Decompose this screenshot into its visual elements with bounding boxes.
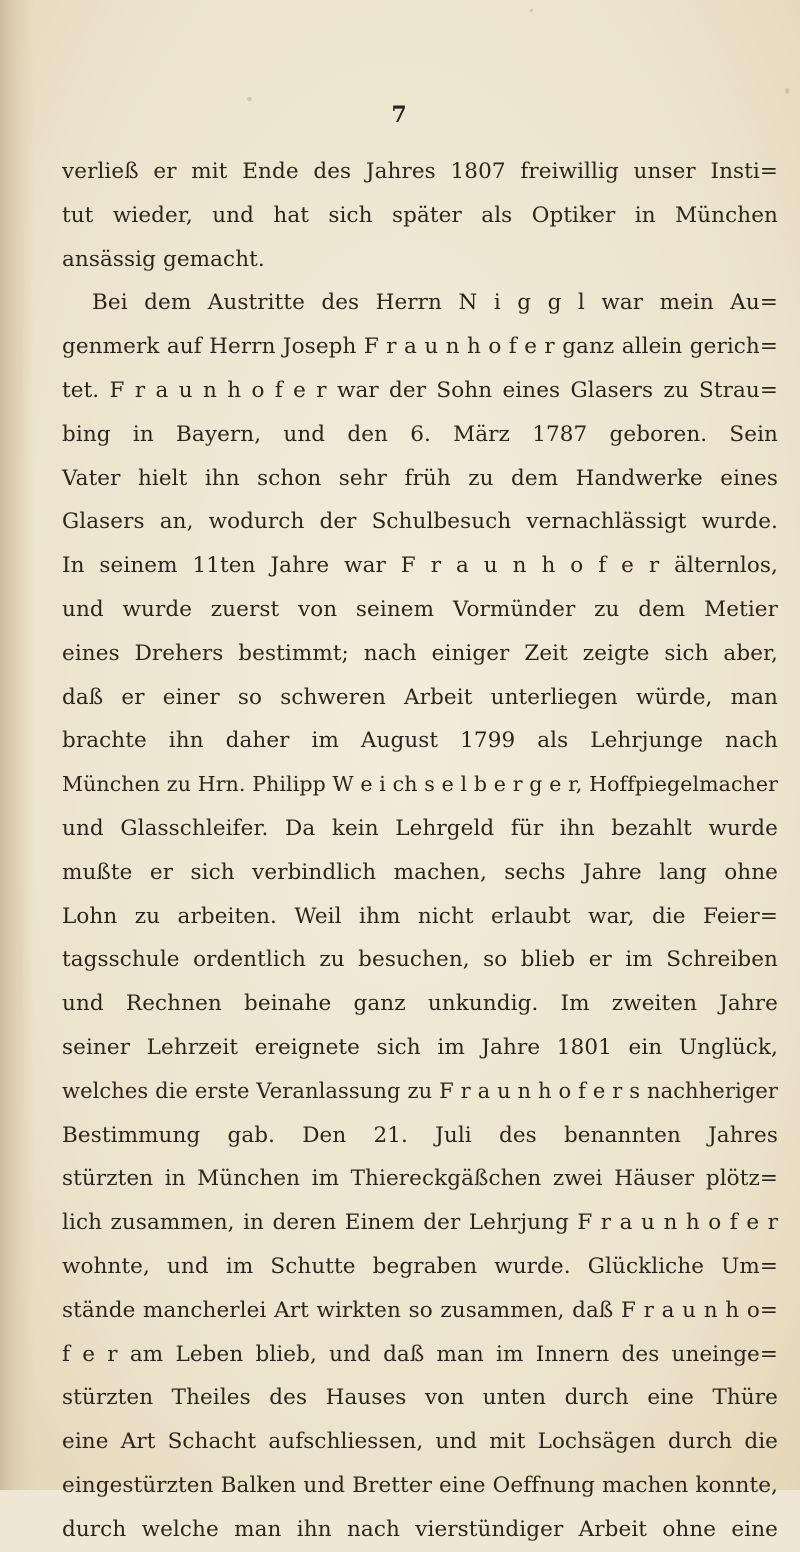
text-line: In seinem 11ten Jahre war F r a u n h o f e r älternlos, (62, 553, 778, 579)
text-line: Bei dem Austritte des Herrn N i g g l war mein Au= (92, 290, 778, 316)
text-line: und wurde zuerst von seinem Vormünder zu dem Metier (62, 596, 778, 622)
paper-speck (530, 9, 533, 12)
text-line: stürzten Theiles des Hauses von unten durch eine Thüre (62, 1385, 778, 1411)
text-line: verließ er mit Ende des Jahres 1807 freiwillig unser Insti= (62, 159, 778, 184)
text-line: ansässig gemacht. (62, 246, 265, 272)
text-line: eines Drehers bestimmt; nach einiger Zeit zeigte sich aber, (62, 640, 778, 666)
text-line: seiner Lehrzeit ereignete sich im Jahre 1801 ein Unglück, (62, 1034, 778, 1060)
text-line: tut wieder, und hat sich später als Optiker in München (62, 202, 778, 228)
paper-speck (247, 97, 252, 101)
text-line: tagsschule ordentlich zu besuchen, so blieb er im Schreiben (62, 947, 778, 973)
text-line: Vater hielt ihn schon sehr früh zu dem Handwerke eines (62, 465, 778, 491)
text-line: Lohn zu arbeiten. Weil ihm nicht erlaubt war, die Feier= (62, 903, 778, 929)
text-line: München zu Hrn. Philipp W e i ch s e l b e r g e r, Hoffpiegelmacher (62, 772, 778, 797)
text-line: durch welche man ihn nach vierstündiger Arbeit ohne eine (62, 1516, 778, 1542)
text-line: mußte er sich verbindlich machen, sechs Jahre lang ohne (62, 859, 778, 885)
paper-speck (785, 88, 789, 94)
body-text (62, 150, 778, 1552)
text-line: tet. F r a u n h o f e r war der Sohn eines Glasers zu Strau= (62, 377, 778, 403)
text-line: eingestürzten Balken und Bretter eine Oeffnung machen konnte, (62, 1472, 778, 1498)
text-line: daß er einer so schweren Arbeit unterliegen würde, man (62, 684, 778, 710)
text-line: welches die erste Veranlassung zu F r a u n h o f e r s nachheriger (62, 1078, 778, 1103)
text-line: wohnte, und im Schutte begraben wurde. Glückliche Um= (62, 1253, 778, 1279)
page-number: 7 (391, 102, 407, 128)
text-line: Bestimmung gab. Den 21. Juli des benannten Jahres (62, 1122, 778, 1148)
text-line: stürzten in München im Thiereckgäßchen zwei Häuser plötz= (62, 1166, 778, 1192)
text-line: und Rechnen beinahe ganz unkundig. Im zweiten Jahre (62, 991, 778, 1017)
binding-gutter (0, 0, 34, 1490)
text-line: genmerk auf Herrn Joseph F r a u n h o f e r ganz allein gerich= (62, 334, 778, 360)
text-line: brachte ihn daher im August 1799 als Lehrjunge nach (62, 728, 778, 754)
text-line: f e r am Leben blieb, und daß man im Innern des uneinge= (62, 1341, 778, 1367)
text-line: und Glasschleifer. Da kein Lehrgeld für ihn bezahlt wurde (62, 815, 778, 841)
text-line: lich zusammen, in deren Einem der Lehrjung F r a u n h o f e r (62, 1210, 778, 1236)
text-line: Glasers an, wodurch der Schulbesuch vernachlässigt wurde. (62, 509, 778, 535)
text-line: bing in Bayern, und den 6. März 1787 geboren. Sein (62, 421, 778, 447)
text-line: stände mancherlei Art wirkten so zusammen, daß F r a u n h o= (62, 1297, 778, 1323)
text-line: eine Art Schacht aufschliessen, und mit Lochsägen durch die (62, 1429, 778, 1455)
